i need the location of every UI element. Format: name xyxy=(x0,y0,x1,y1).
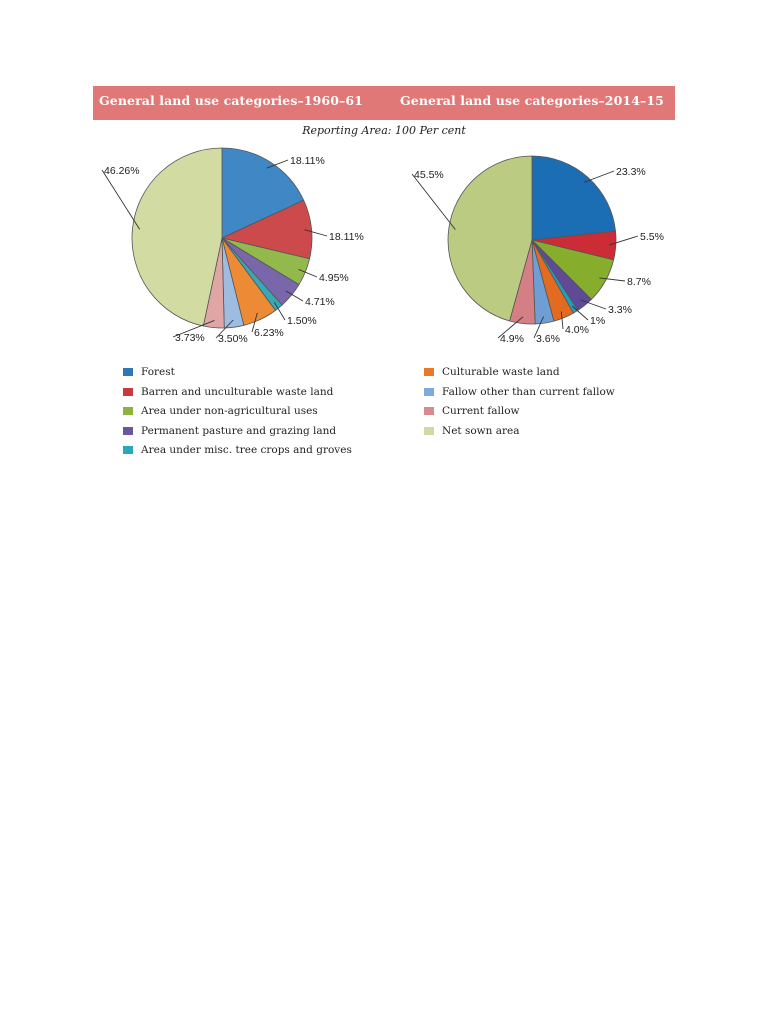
legend-swatch xyxy=(123,446,133,454)
data-label: 4.95% xyxy=(319,272,349,284)
legend-item xyxy=(424,404,520,418)
legend-item xyxy=(424,365,560,379)
legend-swatch xyxy=(123,427,133,435)
data-label: 4.71% xyxy=(305,296,335,308)
legend-item xyxy=(123,424,336,438)
pie-chart-1960-61 xyxy=(102,148,364,345)
pie-charts xyxy=(0,0,768,480)
leader-line xyxy=(102,170,140,229)
legend-swatch xyxy=(424,407,434,415)
data-label: 1.50% xyxy=(287,315,317,327)
legend-swatch xyxy=(424,388,434,396)
legend-label: Fallow other than current fallow xyxy=(442,385,615,398)
data-label: 23.3% xyxy=(616,166,646,178)
data-label: 45.5% xyxy=(414,169,444,181)
legend-item xyxy=(123,443,352,457)
leader-line xyxy=(584,171,614,183)
pie-slice-forest xyxy=(532,156,616,240)
chart-title-1960-61: General land use categories–1960–61 xyxy=(99,93,363,108)
leader-line xyxy=(412,174,455,230)
legend-label: Permanent pasture and grazing land xyxy=(141,424,337,437)
legend-swatch xyxy=(123,407,133,415)
data-label: 8.7% xyxy=(627,276,651,288)
pie-slice-net-sown-area xyxy=(132,148,222,326)
legend-item xyxy=(123,365,175,379)
pie-chart-2014-15 xyxy=(412,156,664,345)
data-label: 4.0% xyxy=(565,324,589,336)
data-label: 3.3% xyxy=(608,304,632,316)
legend-swatch xyxy=(424,368,434,376)
legend-item xyxy=(424,385,615,399)
data-label: 4.9% xyxy=(500,333,524,345)
data-label: 3.50% xyxy=(218,333,248,345)
data-label: 18.11% xyxy=(329,231,364,243)
legend-label: Net sown area xyxy=(442,424,520,437)
legend-swatch xyxy=(123,388,133,396)
legend-item xyxy=(424,424,520,438)
legend-label: Current fallow xyxy=(442,405,520,417)
data-label: 3.6% xyxy=(536,333,560,345)
legend-item xyxy=(123,404,318,418)
data-label: 3.73% xyxy=(175,332,205,344)
chart-title-2014-15: General land use categories–2014–15 xyxy=(400,93,664,108)
data-label: 1% xyxy=(590,315,606,327)
data-label: 6.23% xyxy=(254,327,284,339)
data-label: 46.26% xyxy=(104,165,140,177)
reporting-area-subtitle: Reporting Area: 100 Per cent xyxy=(302,124,466,137)
data-label: 5.5% xyxy=(640,231,664,243)
legend-label: Barren and unculturable waste land xyxy=(141,385,334,398)
legend-label: Area under non-agricultural uses xyxy=(141,405,318,417)
legend-label: Forest xyxy=(141,366,175,378)
legend-swatch xyxy=(424,427,434,435)
legend-swatch xyxy=(123,368,133,376)
data-label: 18.11% xyxy=(290,155,325,167)
legend-item xyxy=(123,385,333,399)
legend-label: Culturable waste land xyxy=(442,366,560,378)
legend-label: Area under misc. tree crops and groves xyxy=(141,444,352,456)
